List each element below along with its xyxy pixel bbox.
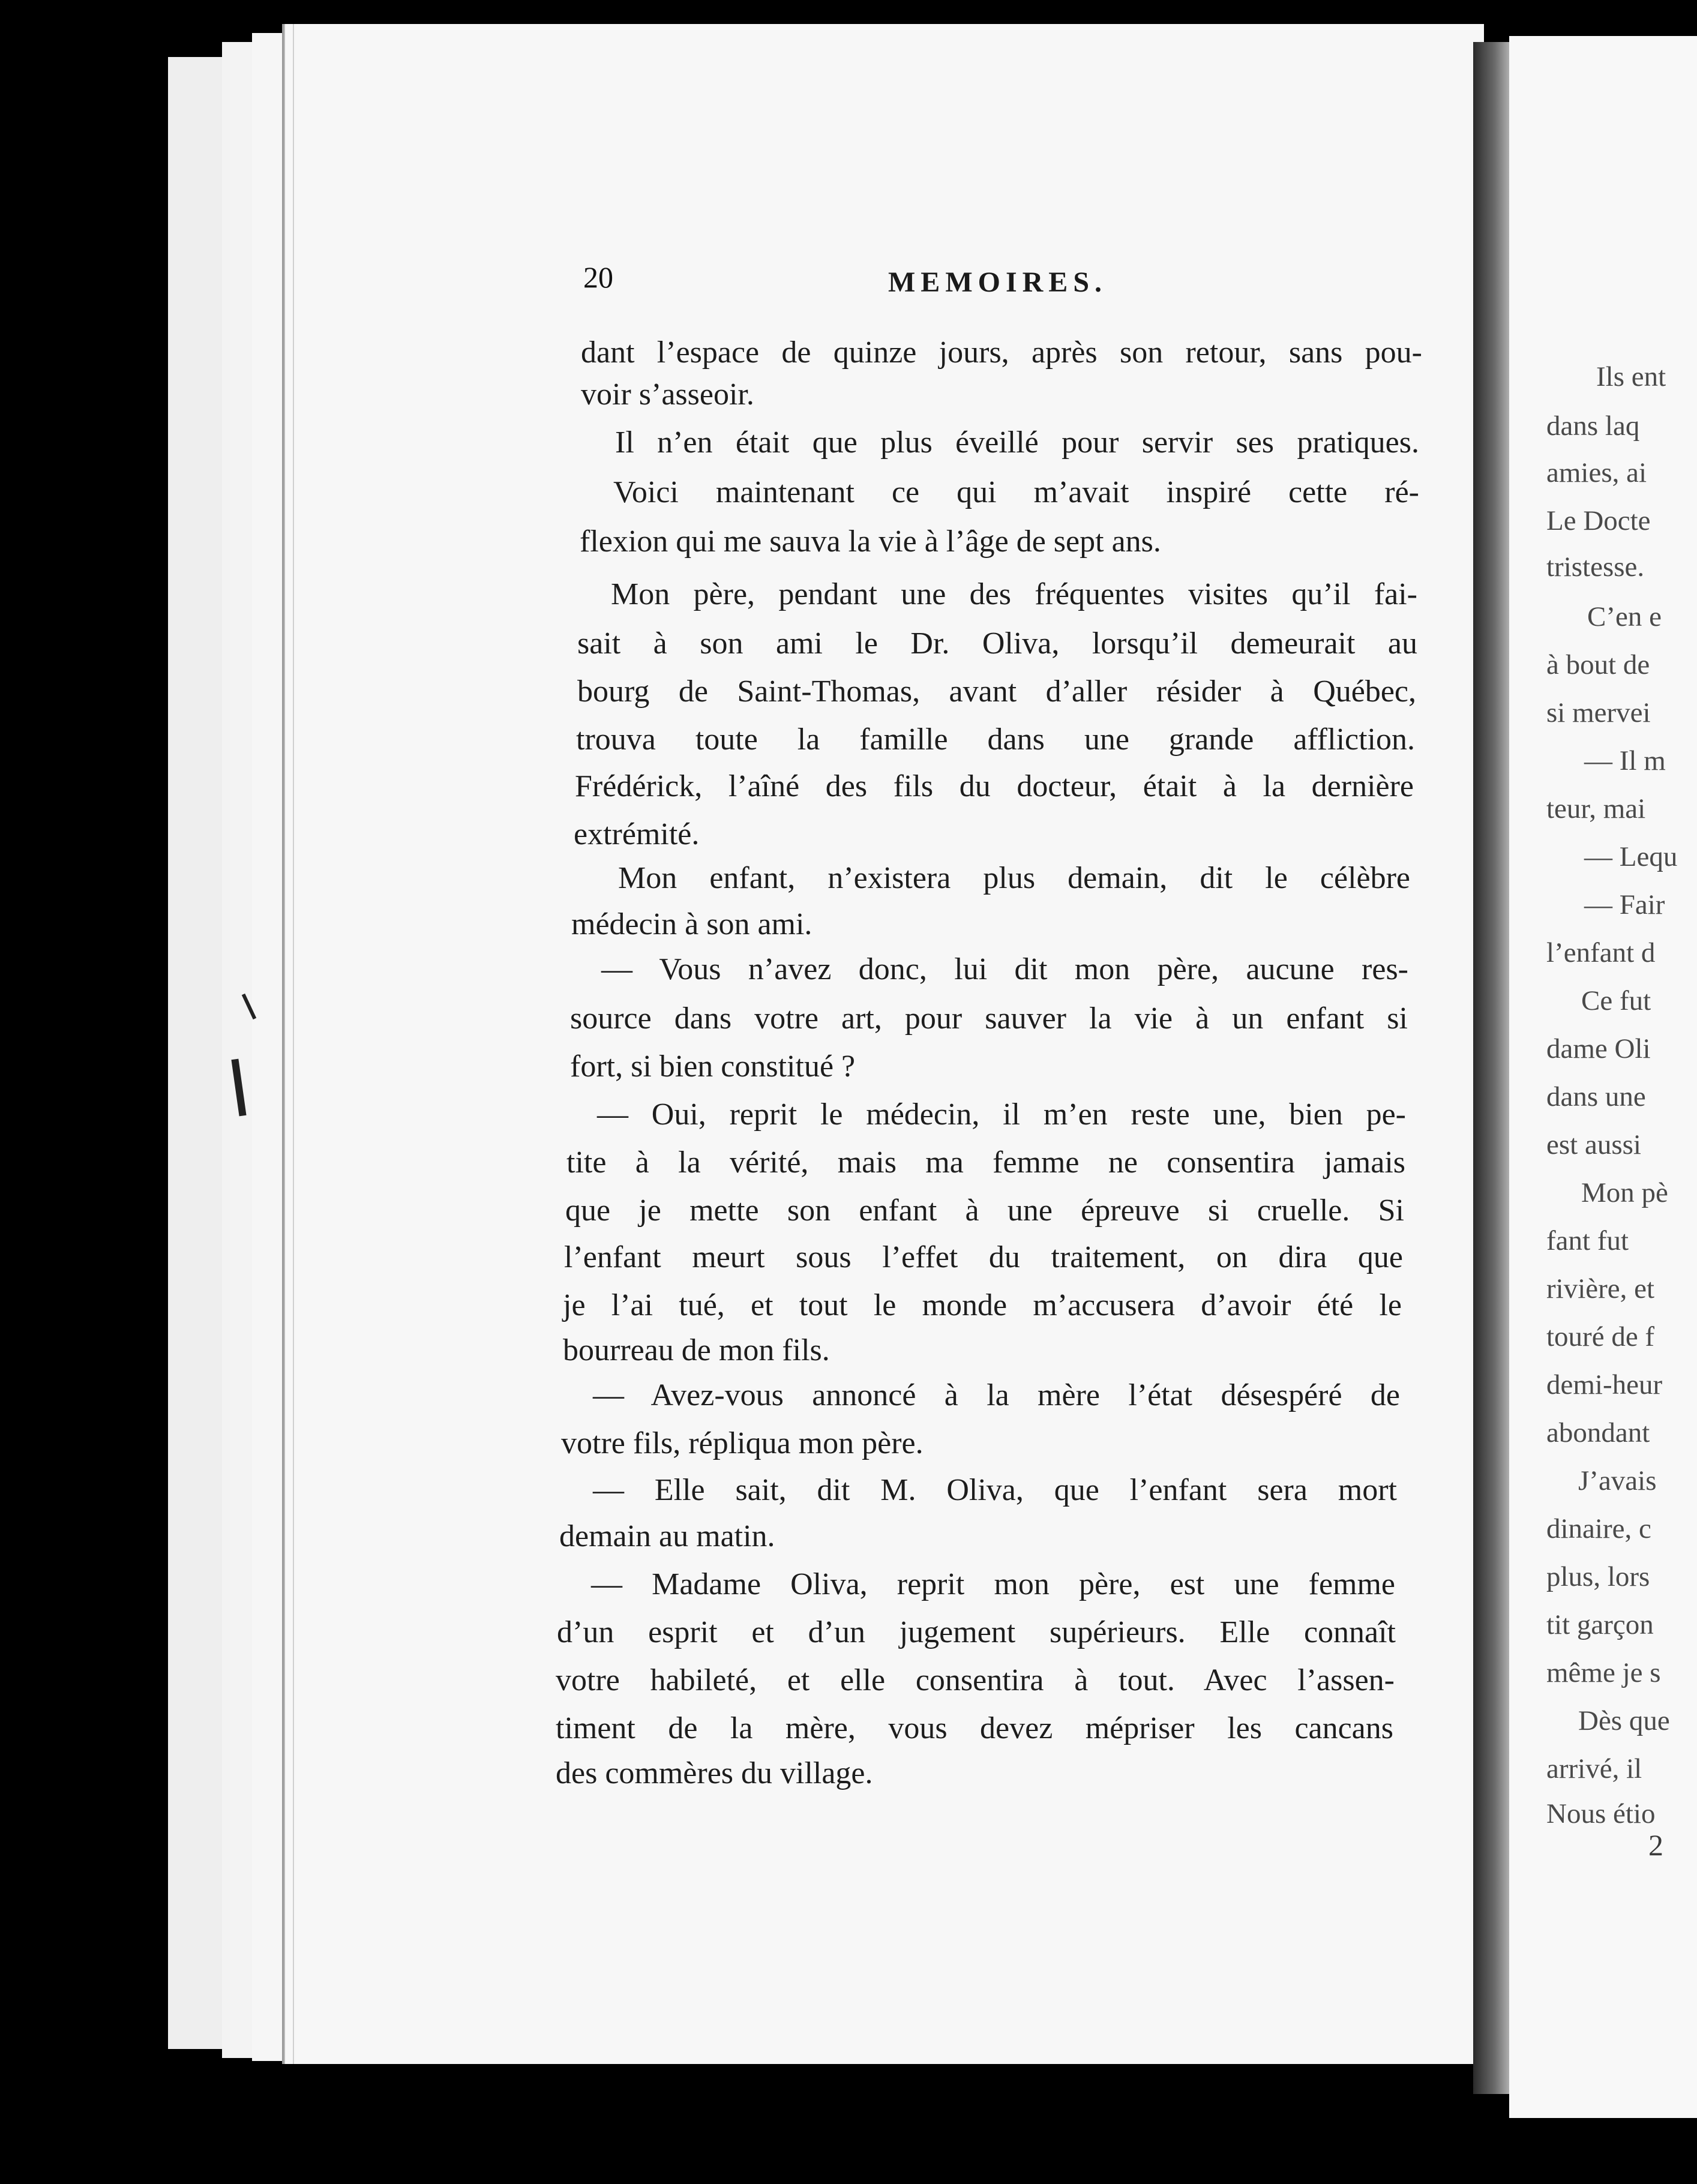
text-fragment: Dès que [1578,1705,1670,1736]
text-fragment: Ce fut [1581,985,1651,1016]
text-line: fort, si bien constitué ? [570,1049,856,1084]
text-line: trouva toute la famille dans une grande affliction. [576,722,1415,757]
text-fragment: rivière, et [1546,1273,1655,1304]
text-line: — Madame Oliva, reprit mon père, est une femme [591,1567,1395,1601]
text-line: demain au matin. [559,1519,775,1553]
text-fragment: teur, mai [1546,793,1646,824]
text-line: que je mette son enfant à une épreuve si cruelle. Si [565,1193,1404,1228]
text-fragment: touré de f [1546,1321,1655,1352]
text-fragment: Le Docte [1546,505,1651,536]
text-fragment: arrivé, il [1546,1753,1642,1784]
text-fragment: tristesse. [1546,551,1645,583]
text-line: je l’ai tué, et tout le monde m’accusera d’avoir été le [563,1288,1402,1322]
text-line: votre habileté, et elle consentira à tout. Avec l’assen- [556,1663,1395,1697]
text-fragment: demi-heur [1546,1369,1663,1400]
text-line: d’un esprit et d’un jugement supérieurs. Elle connaît [557,1615,1396,1649]
signature-mark: 2 [1648,1828,1663,1862]
text-line: — Elle sait, dit M. Oliva, que l’enfant sera mort [593,1473,1397,1507]
text-line: l’enfant meurt sous l’effet du traitement, on dira que [564,1240,1403,1274]
text-fragment: — Lequ [1584,841,1678,872]
text-line: Mon père, pendant une des fréquentes visites qu’il fai- [611,577,1417,611]
text-line: Voici maintenant ce qui m’avait inspiré cette ré- [613,475,1419,509]
page-border [284,24,285,2064]
text-fragment: dans une [1546,1081,1646,1112]
text-line: Mon enfant, n’existera plus demain, dit le célèbre [618,861,1410,895]
text-fragment: abondant [1546,1417,1650,1448]
text-fragment: l’enfant d [1546,937,1656,968]
text-line: source dans votre art, pour sauver la vie à un enfant si [570,1001,1408,1036]
text-line: — Vous n’avez donc, lui dit mon père, aucune res- [601,952,1408,986]
running-head: MEMOIRES. [888,266,1108,298]
text-fragment: plus, lors [1546,1561,1650,1592]
text-fragment: est aussi [1546,1129,1641,1160]
text-fragment: C’en e [1587,601,1662,632]
text-fragment: J’avais [1578,1465,1657,1496]
text-fragment: tit garçon [1546,1609,1654,1640]
text-line: votre fils, répliqua mon père. [561,1426,924,1460]
text-line: sait à son ami le Dr. Oliva, lorsqu’il demeurait au [577,626,1417,661]
text-line: bourg de Saint-Thomas, avant d’aller résider à Québec, [577,674,1416,709]
text-line: — Avez-vous annoncé à la mère l’état désespéré de [593,1378,1400,1412]
text-line: — Oui, reprit le médecin, il m’en reste une, bien pe- [597,1097,1406,1132]
text-fragment: dans laq [1546,410,1640,442]
text-fragment: dame Oli [1546,1033,1651,1064]
text-line: médecin à son ami. [571,907,812,941]
text-line: Il n’en était que plus éveillé pour servir ses pratiques. [615,425,1419,460]
text-fragment: même je s [1546,1657,1661,1688]
text-fragment: Mon pè [1581,1177,1668,1208]
text-fragment: fant fut [1546,1225,1629,1256]
text-line: flexion qui me sauva la vie à l’âge de sept ans. [580,524,1161,559]
text-line: bourreau de mon fils. [563,1333,830,1367]
right-page [1509,36,1697,2118]
text-line: des commères du village. [556,1756,873,1790]
text-line: timent de la mère, vous devez mépriser les cancans [556,1711,1393,1745]
text-fragment: — Fair [1584,889,1665,920]
text-fragment: dinaire, c [1546,1513,1651,1544]
text-fragment: — Il m [1584,745,1666,776]
text-fragment: amies, ai [1546,457,1647,488]
page-border [293,24,294,2064]
text-fragment: à bout de [1546,649,1650,680]
text-line: extrémité. [574,817,700,851]
text-line: dant l’espace de quinze jours, après son retour, sans pou- [581,335,1422,370]
page-number: 20 [583,260,613,294]
page-gutter [1473,42,1512,2094]
text-line: voir s’asseoir. [581,377,754,412]
text-line: tite à la vérité, mais ma femme ne consentira jamais [566,1145,1405,1180]
text-fragment: Nous étio [1546,1798,1656,1829]
text-fragment: Ils ent [1596,361,1666,392]
text-line: Frédérick, l’aîné des fils du docteur, était à la dernière [575,769,1414,803]
text-fragment: si mervei [1546,697,1651,728]
